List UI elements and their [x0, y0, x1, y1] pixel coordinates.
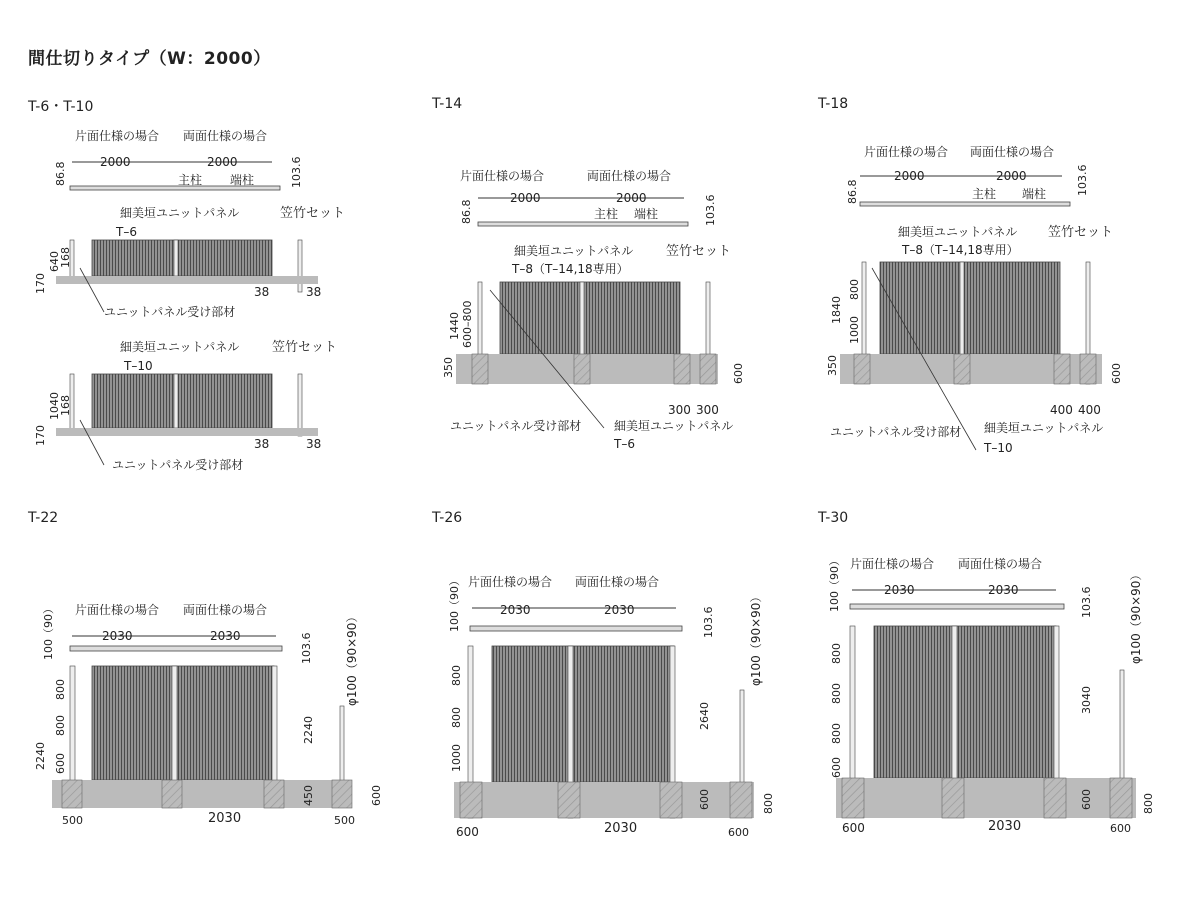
- label-panel-t10: T–10: [124, 359, 153, 373]
- panel-title-t26: T-26: [432, 510, 463, 526]
- label-bamboo-panel: 細美垣ユニットパネル: [120, 206, 240, 220]
- label-end-post: 端柱: [230, 173, 255, 187]
- label-bamboo-set: 笠竹セット: [666, 244, 732, 259]
- dim-width-1: 2030: [102, 629, 133, 643]
- dim-2240b: 2240: [302, 716, 315, 744]
- dim-h-left: 100（90）: [448, 575, 461, 632]
- label-panel-t10: T–10: [984, 441, 1013, 455]
- dim-600: 600: [732, 363, 745, 384]
- plan-view-rail: [478, 222, 688, 226]
- diagram-t6-t10: [34, 128, 345, 472]
- label-single-side: 片面仕様の場合: [75, 129, 160, 143]
- dim-width-2: 2030: [604, 603, 635, 617]
- diagram-t26: [448, 574, 775, 839]
- foundation: [842, 778, 864, 818]
- foundation: [854, 354, 870, 384]
- dim-width-1: 2000: [510, 191, 541, 205]
- foundation: [660, 782, 682, 818]
- dim-h-left: 100（90）: [42, 603, 55, 660]
- dim-350: 350: [442, 357, 455, 378]
- ground: [56, 428, 318, 436]
- dim-600: 600: [1110, 363, 1123, 384]
- plan-view-rail: [470, 626, 682, 631]
- dim-600-left: 600: [456, 825, 479, 839]
- dim-640: 640: [48, 251, 61, 272]
- dim-38b: 38: [306, 285, 322, 299]
- panel-title-t30: T-30: [818, 510, 849, 526]
- label-panel-t8: T–8（T–14,18専用）: [512, 262, 629, 276]
- dim-width-2: 2030: [210, 629, 241, 643]
- label-double-side: 両面仕様の場合: [575, 575, 660, 589]
- dim-170: 170: [34, 273, 47, 294]
- dim-1040: 1040: [48, 392, 61, 420]
- dim-h-left: 86.8: [846, 179, 859, 204]
- foundation: [472, 354, 488, 384]
- label-phi100: φ100（90×90）: [345, 610, 359, 706]
- foundation: [574, 354, 590, 384]
- label-main-post: 主柱: [972, 187, 997, 201]
- panel-t10: [92, 374, 272, 428]
- panel: [492, 646, 674, 782]
- dim-800b: 800: [830, 683, 843, 704]
- label-end-post: 端柱: [634, 207, 659, 221]
- label-receiver: ユニットパネル受け部材: [112, 458, 244, 472]
- dim-500: 500: [62, 814, 83, 827]
- label-receiver: ユニットパネル受け部材: [450, 419, 582, 433]
- label-phi100: φ100（90×90）: [1129, 568, 1143, 664]
- label-receiver: ユニットパネル受け部材: [830, 425, 962, 439]
- dim-600-right: 600: [728, 826, 749, 839]
- dim-width-1: 2000: [100, 155, 131, 169]
- dim-300b: 300: [696, 403, 719, 417]
- foundation: [730, 782, 752, 818]
- label-bamboo-panel: 細美垣ユニットパネル: [514, 244, 634, 258]
- foundation: [162, 780, 182, 808]
- foundation: [1110, 778, 1132, 818]
- dim-3040: 3040: [1080, 686, 1093, 714]
- dim-width-1: 2000: [894, 169, 925, 183]
- label-double-side: 両面仕様の場合: [183, 129, 268, 143]
- foundation: [62, 780, 82, 808]
- label-single-side: 片面仕様の場合: [850, 557, 935, 571]
- dim-600-left: 600: [842, 821, 865, 835]
- main-post: [174, 240, 178, 276]
- foundation: [1054, 354, 1070, 384]
- diagram-t22: [34, 602, 383, 827]
- dim-h-right: 103.6: [1076, 164, 1089, 196]
- diagram-t18: [826, 144, 1123, 455]
- panel-t8: [500, 282, 680, 354]
- separate-post: [298, 374, 302, 436]
- label-main-post: 主柱: [178, 173, 203, 187]
- dim-h-left: 100（90）: [828, 555, 841, 612]
- label-panel-t6: T–6: [614, 437, 635, 451]
- panel-t8: [880, 262, 1060, 354]
- label-bamboo-set: 笠竹セット: [280, 206, 346, 221]
- dim-h-right: 103.6: [1080, 586, 1093, 618]
- dim-width-2: 2030: [988, 583, 1019, 597]
- panel-t6: [92, 240, 272, 276]
- dim-168: 168: [59, 395, 72, 416]
- dim-2030: 2030: [988, 819, 1022, 834]
- label-single-side: 片面仕様の場合: [468, 575, 553, 589]
- dim-800b: 800: [54, 715, 67, 736]
- dim-300: 300: [668, 403, 691, 417]
- plan-view-rail: [70, 646, 282, 651]
- panel-title-t18: T-18: [818, 96, 849, 112]
- dim-38: 38: [254, 285, 270, 299]
- label-double-side: 両面仕様の場合: [183, 603, 268, 617]
- dim-800: 800: [830, 643, 843, 664]
- label-bamboo-panel: 細美垣ユニットパネル: [614, 419, 734, 433]
- label-single-side: 片面仕様の場合: [460, 169, 545, 183]
- dim-width-2: 2000: [616, 191, 647, 205]
- dim-2640: 2640: [698, 702, 711, 730]
- dim-800b: 800: [450, 707, 463, 728]
- label-panel-t6: T–6: [116, 225, 137, 239]
- label-single-side: 片面仕様の場合: [75, 603, 160, 617]
- page-title: 間仕切りタイプ（W：2000）: [28, 49, 271, 69]
- dim-width-1: 2030: [884, 583, 915, 597]
- plan-view-rail: [850, 604, 1064, 609]
- dim-1840: 1840: [830, 296, 843, 324]
- dim-170: 170: [34, 425, 47, 446]
- dim-38b: 38: [306, 437, 322, 451]
- dim-800c: 800: [830, 723, 843, 744]
- foundation: [1044, 778, 1066, 818]
- dim-1440: 1440: [448, 312, 461, 340]
- dim-h-right: 103.6: [702, 606, 715, 638]
- foundation: [674, 354, 690, 384]
- panel-title-t14: T-14: [432, 96, 463, 112]
- label-single-side: 片面仕様の場合: [864, 145, 949, 159]
- separate-post: [298, 240, 302, 292]
- dim-400: 400: [1050, 403, 1073, 417]
- dim-350: 350: [826, 355, 839, 376]
- foundation: [558, 782, 580, 818]
- label-double-side: 両面仕様の場合: [970, 145, 1055, 159]
- panel-title-t6-t10: T-6・T-10: [28, 99, 94, 115]
- label-bamboo-panel: 細美垣ユニットパネル: [120, 340, 240, 354]
- panel: [92, 666, 274, 780]
- dim-800-right: 800: [762, 793, 775, 814]
- label-bamboo-panel: 細美垣ユニットパネル: [898, 225, 1018, 239]
- label-end-post: 端柱: [1022, 187, 1047, 201]
- dim-500b: 500: [334, 814, 355, 827]
- foundation: [264, 780, 284, 808]
- dim-h-right: 103.6: [704, 194, 717, 226]
- dim-width-2: 2000: [207, 155, 238, 169]
- dim-h-right: 103.6: [290, 156, 303, 188]
- foundation: [460, 782, 482, 818]
- label-double-side: 両面仕様の場合: [587, 169, 672, 183]
- dim-600: 600: [830, 757, 843, 778]
- main-post: [174, 374, 178, 428]
- foundation: [942, 778, 964, 818]
- dim-600-post: 600: [1080, 789, 1093, 810]
- dim-width-1: 2030: [500, 603, 531, 617]
- dim-h-right: 103.6: [300, 632, 313, 664]
- dim-h-left: 86.8: [460, 199, 473, 224]
- dim-600b: 600: [370, 785, 383, 806]
- dim-2030: 2030: [208, 811, 242, 826]
- dim-width-2: 2000: [996, 169, 1027, 183]
- dim-450: 450: [302, 785, 315, 806]
- dim-600: 600: [54, 753, 67, 774]
- foundation: [700, 354, 716, 384]
- diagram-t14: [442, 168, 745, 451]
- foundation: [332, 780, 352, 808]
- dim-2030: 2030: [604, 821, 638, 836]
- panel-title-t22: T-22: [28, 510, 59, 526]
- dim-1000: 1000: [450, 744, 463, 772]
- dim-2240: 2240: [34, 742, 47, 770]
- label-double-side: 両面仕様の場合: [958, 557, 1043, 571]
- dim-400b: 400: [1078, 403, 1101, 417]
- dim-800: 800: [54, 679, 67, 700]
- panel: [874, 626, 1056, 778]
- label-receiver: ユニットパネル受け部材: [104, 305, 236, 319]
- label-phi100: φ100（90×90）: [749, 590, 763, 686]
- dim-800: 800: [848, 279, 861, 300]
- plan-view-rail: [860, 202, 1070, 206]
- label-bamboo-panel: 細美垣ユニットパネル: [984, 421, 1104, 435]
- label-bamboo-set: 笠竹セット: [272, 340, 338, 355]
- foundation: [954, 354, 970, 384]
- dim-h-left: 86.8: [54, 161, 67, 186]
- dim-168: 168: [59, 247, 72, 268]
- dim-600: 600: [698, 789, 711, 810]
- dim-800: 800: [450, 665, 463, 686]
- ground: [56, 276, 318, 284]
- diagram-t30: [828, 555, 1155, 835]
- label-panel-t8: T–8（T–14,18専用）: [902, 243, 1019, 257]
- dim-1000: 1000: [848, 316, 861, 344]
- dim-38: 38: [254, 437, 270, 451]
- dim-800-right: 800: [1142, 793, 1155, 814]
- dim-600-800: 600–800: [461, 300, 474, 348]
- label-main-post: 主柱: [594, 207, 619, 221]
- dim-600-right: 600: [1110, 822, 1131, 835]
- foundation: [1080, 354, 1096, 384]
- label-bamboo-set: 笠竹セット: [1048, 225, 1114, 240]
